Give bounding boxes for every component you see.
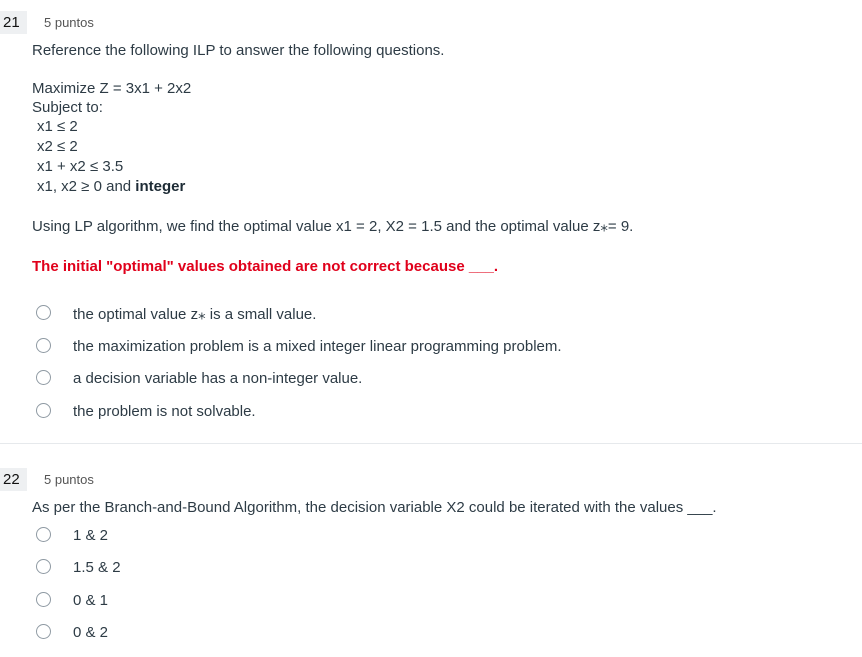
option-label[interactable]: 1.5 & 2: [73, 559, 121, 576]
question-prompt: As per the Branch-and-Bound Algorithm, the decision variable X2 could be iterated with the values ___.: [32, 499, 717, 516]
radio-button[interactable]: [36, 592, 51, 607]
question-number: 22: [0, 468, 27, 491]
integer-keyword: integer: [135, 178, 186, 195]
nonnegativity-text: x1, x2 ≥ 0 and: [37, 178, 136, 195]
radio-button[interactable]: [36, 305, 51, 320]
question-number: 21: [0, 11, 27, 34]
radio-button[interactable]: [36, 338, 51, 353]
objective-function: Maximize Z = 3x1 + 2x2: [32, 80, 192, 97]
lp-result-text: Using LP algorithm, we find the optimal value x1 = 2, X2 = 1.5 and the optimal value z⁎= 9.: [32, 218, 634, 235]
question-points: 5 puntos: [44, 15, 94, 30]
option-label[interactable]: the problem is not solvable.: [73, 403, 256, 420]
radio-button[interactable]: [36, 527, 51, 542]
question-prompt: The initial "optimal" values obtained are not correct because ___.: [32, 258, 499, 275]
question-points: 5 puntos: [44, 472, 94, 487]
radio-button[interactable]: [36, 624, 51, 639]
subject-to-label: Subject to:: [32, 99, 103, 116]
radio-button[interactable]: [36, 403, 51, 418]
option-label[interactable]: 0 & 1: [73, 592, 109, 609]
radio-button[interactable]: [36, 370, 51, 385]
option-label[interactable]: the maximization problem is a mixed integer linear programming problem.: [73, 338, 562, 355]
option-label[interactable]: a decision variable has a non-integer value.: [73, 370, 363, 387]
constraint-3: x1 + x2 ≤ 3.5: [37, 158, 124, 175]
option-label[interactable]: 0 & 2: [73, 624, 109, 641]
constraint-1: x1 ≤ 2: [37, 118, 78, 135]
radio-button[interactable]: [36, 559, 51, 574]
constraint-2: x2 ≤ 2: [37, 138, 78, 155]
nonnegativity-constraint: [37, 178, 185, 195]
question-intro: Reference the following ILP to answer the following questions.: [32, 42, 445, 59]
option-label[interactable]: the optimal value z⁎ is a small value.: [73, 306, 317, 323]
question-divider: [0, 443, 862, 444]
option-label[interactable]: 1 & 2: [73, 527, 109, 544]
